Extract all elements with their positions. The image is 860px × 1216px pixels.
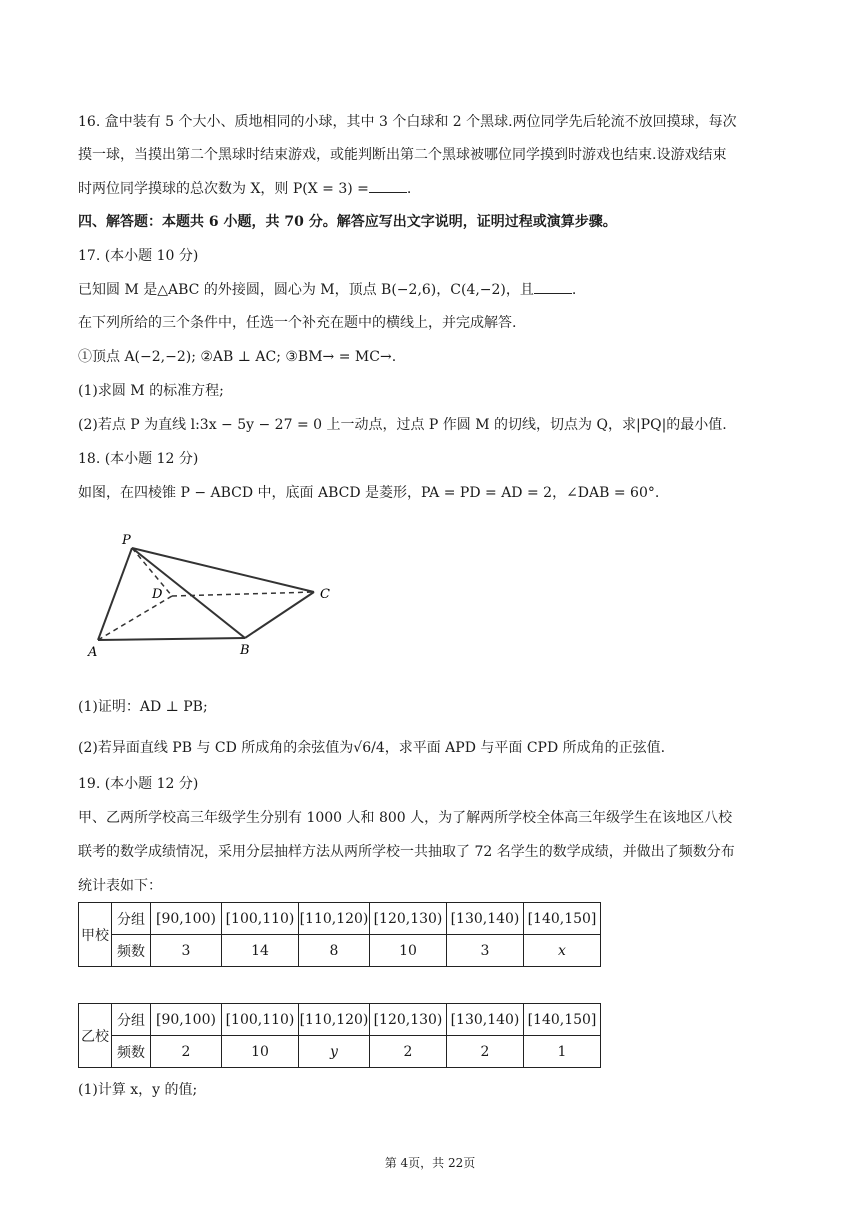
row-header-count: 频数	[112, 1036, 151, 1068]
vertex-label-b: B	[240, 643, 250, 658]
q17-conditions: ①顶点 A(−2,−2); ②AB ⊥ AC; ③BM→ = MC→.	[78, 349, 397, 365]
group-cell: [90,100)	[151, 1004, 222, 1036]
q19-part1: (1)计算 x，y 的值;	[78, 1082, 198, 1098]
group-cell: [100,110)	[222, 1004, 299, 1036]
count-cell: 10	[222, 1036, 299, 1068]
frequency-table-school-b	[78, 1003, 601, 1068]
q19-line1: 甲、乙两所学校高三年级学生分别有 1000 人和 800 人，为了解两所学校全体高三年级学生在该地区八校	[78, 810, 733, 826]
count-cell: 3	[447, 935, 524, 967]
q16-line3-end: .	[406, 181, 412, 197]
vertex-label-c: C	[320, 587, 330, 602]
q17-line1-text: 已知圆 M 是△ABC 的外接圆，圆心为 M，顶点 B(−2,6)，C(4,−2)，且	[78, 282, 534, 298]
group-cell: [110,120)	[299, 903, 370, 935]
count-cell: 8	[299, 935, 370, 967]
q17-title: 17. (本小题 10 分)	[78, 248, 199, 264]
q19-line2: 联考的数学成绩情况，采用分层抽样方法从两所学校一共抽取了 72 名学生的数学成绩，并做出了频数分布	[78, 844, 735, 860]
count-cell: 14	[222, 935, 299, 967]
q19-line3: 统计表如下：	[78, 878, 162, 894]
count-cell: 1	[524, 1036, 601, 1068]
answer-blank	[369, 178, 407, 193]
q18-part1: (1)证明：AD ⊥ PB;	[78, 699, 208, 715]
group-cell: [120,130)	[370, 903, 447, 935]
q18-line1: 如图，在四棱锥 P − ABCD 中，底面 ABCD 是菱形，PA = PD = AD = 2，∠DAB = 60°.	[78, 485, 660, 501]
pyramid-figure	[80, 530, 340, 660]
count-cell: 10	[370, 935, 447, 967]
group-cell: [100,110)	[222, 903, 299, 935]
answer-blank	[534, 279, 572, 294]
vertex-label-p: P	[122, 533, 131, 548]
q17-line1	[78, 279, 576, 300]
q16-line3	[78, 178, 411, 199]
q16-line1: 16. 盒中装有 5 个大小、质地相同的小球，其中 3 个白球和 2 个黑球.两位同学先后轮流不放回摸球，每次	[78, 114, 737, 130]
q18-title: 18. (本小题 12 分)	[78, 451, 199, 467]
q17-line1-end: .	[571, 282, 577, 298]
group-cell: [90,100)	[151, 903, 222, 935]
count-cell: x	[524, 935, 601, 967]
vertex-label-d: D	[152, 587, 163, 602]
group-cell: [130,140)	[447, 1004, 524, 1036]
group-cell: [140,150]	[524, 1004, 601, 1036]
count-cell: 2	[447, 1036, 524, 1068]
q17-part2: (2)若点 P 为直线 l:3x − 5y − 27 = 0 上一动点，过点 P 作圆 M 的切线，切点为 Q，求|PQ|的最小值.	[78, 417, 727, 433]
q19-title: 19. (本小题 12 分)	[78, 776, 199, 792]
q17-part1: (1)求圆 M 的标准方程;	[78, 383, 224, 399]
group-cell: [140,150]	[524, 903, 601, 935]
q16-line3-text: 时两位同学摸球的总次数为 X，则 P(X = 3) =	[78, 181, 369, 197]
school-name: 乙校	[79, 1004, 112, 1068]
frequency-table-school-a	[78, 902, 601, 967]
q18-part2: (2)若异面直线 PB 与 CD 所成角的余弦值为√6/4，求平面 APD 与平面 CPD 所成角的正弦值.	[78, 740, 666, 756]
count-cell: 2	[151, 1036, 222, 1068]
section-heading: 四、解答题：本题共 6 小题，共 70 分。解答应写出文字说明，证明过程或演算步骤。	[78, 214, 617, 230]
group-cell: [130,140)	[447, 903, 524, 935]
count-cell: y	[299, 1036, 370, 1068]
row-header-group: 分组	[112, 1004, 151, 1036]
page-footer: 第 4页，共 22页	[384, 1156, 476, 1170]
row-header-group: 分组	[112, 903, 151, 935]
q16-line2: 摸一球，当摸出第二个黑球时结束游戏，或能判断出第二个黑球被哪位同学摸到时游戏也结束.设游戏结束	[78, 147, 727, 163]
count-cell: 3	[151, 935, 222, 967]
group-cell: [120,130)	[370, 1004, 447, 1036]
count-cell: 2	[370, 1036, 447, 1068]
vertex-label-a: A	[88, 645, 98, 660]
q17-line2: 在下列所给的三个条件中，任选一个补充在题中的横线上，并完成解答.	[78, 315, 517, 331]
row-header-count: 频数	[112, 935, 151, 967]
school-name: 甲校	[79, 903, 112, 967]
group-cell: [110,120)	[299, 1004, 370, 1036]
